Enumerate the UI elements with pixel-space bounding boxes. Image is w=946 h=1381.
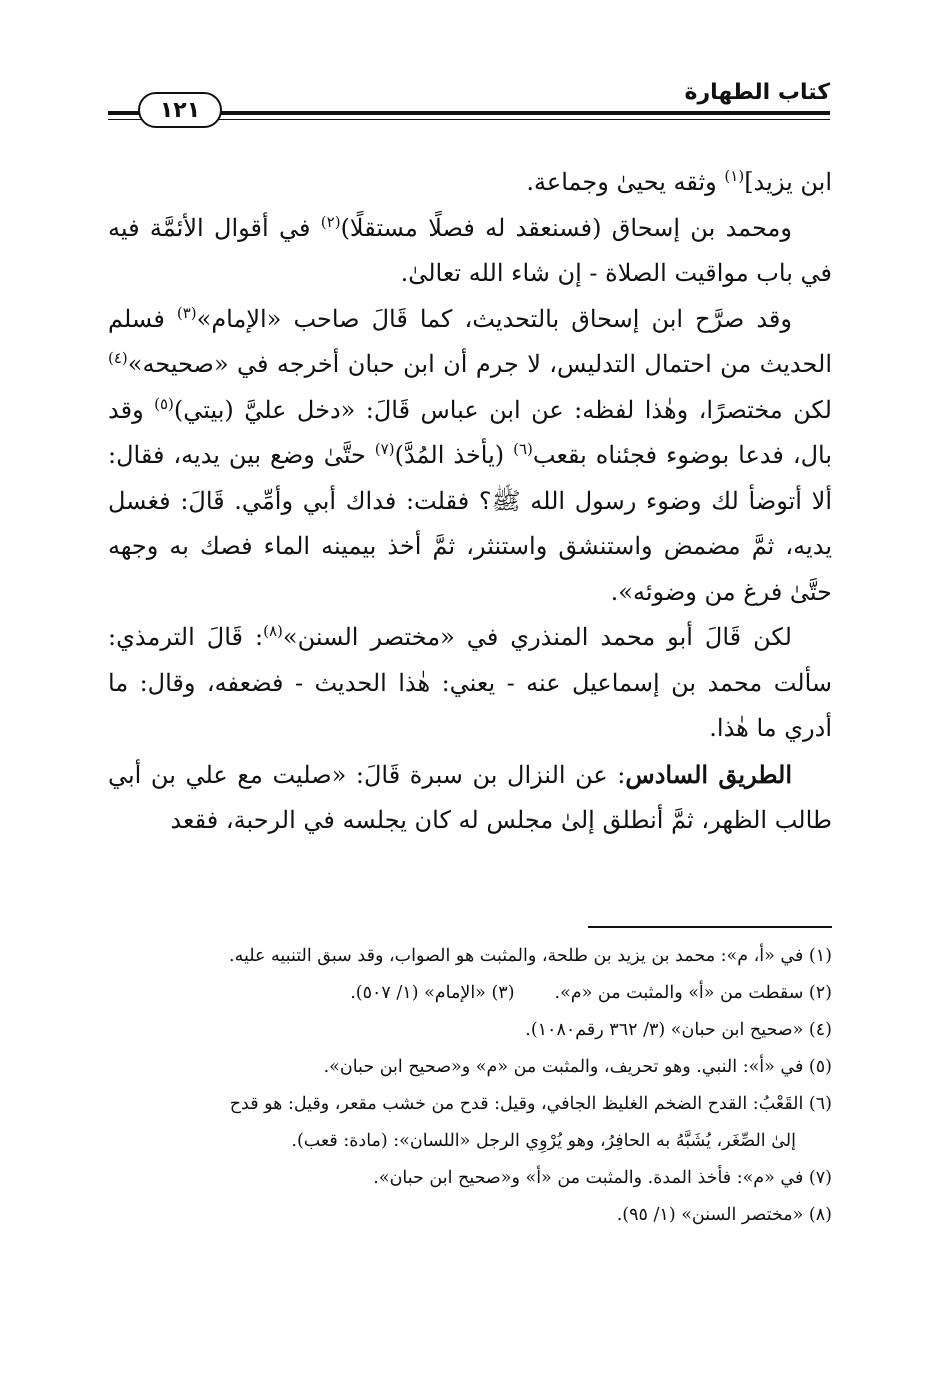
- p1-text-after: وثقه يحيىٰ وجماعة.: [526, 168, 725, 196]
- p4-text-before: لكن قَالَ أبو محمد المنذري في «مختصر السنن»: [282, 623, 792, 651]
- footnote-ref-1: (١): [724, 167, 745, 185]
- section-heading-sixth-path: الطريق السادس: [625, 759, 792, 789]
- paragraph-4: [108, 615, 832, 752]
- footnote-ref-4: (٤): [108, 349, 128, 367]
- footnote-separator: [588, 926, 832, 928]
- footnote-ref-3: (٣): [176, 303, 197, 322]
- main-text: [108, 160, 832, 844]
- p3-seg6: حتَّىٰ وضع بين يديه، فقال: ألا أتوضأ لك وضوء رسول الله ﷺ؟ فقلت: فداك أبي وأمِّي. قَالَ: فغسل يديه، ثمَّ مضمض واستنشق واستنثر، ثمَّ أخذ بيمينه الماء فصك به وجهه حتَّىٰ فرغ من وضوئه».: [108, 441, 832, 606]
- p3-seg3: لكن مختصرًا، وهٰذا لفظه: عن ابن عباس قَالَ: «دخل عليَّ (بيتي): [173, 395, 832, 424]
- footnote-1: (١) في «أ، م»: محمد بن يزيد بن طلحة، والمثبت هو الصواب، وقد سبق التنبيه عليه.: [229, 946, 832, 966]
- footnote-2: (٢) سقطت من «أ» والمثبت من «م».: [554, 983, 832, 1003]
- p2-text-before: ومحمد بن إسحاق (فسنعقد له فصلًا مستقلًا): [340, 213, 792, 242]
- p1-text-before: ابن يزيد]: [744, 168, 832, 196]
- paragraph-1: [108, 160, 832, 206]
- p5-text-after: : عن النزال بن سبرة قَالَ: «صليت مع علي بن أبي طالب الظهر، ثمَّ أنطلق إلىٰ مجلس له كان يجلسه في الرحبة، فقعد: [108, 760, 832, 834]
- footnote-ref-2: (٢): [320, 212, 341, 231]
- footnote-8: (٨) «مختصر السنن» (١/ ٩٥).: [616, 1205, 832, 1225]
- page-header: [108, 78, 830, 138]
- footnote-7: (٧) في «م»: فأخذ المدة. والمثبت من «أ» و«صحيح ابن حبان».: [373, 1168, 832, 1188]
- p3-seg1: وقد صرَّح ابن إسحاق بالتحديث، كما قَالَ صاحب «الإمام»: [196, 304, 792, 333]
- paragraph-5: [108, 752, 832, 844]
- paragraph-3: [108, 297, 832, 616]
- footnote-ref-5: (٥): [154, 394, 174, 413]
- footnote-ref-6: (٦): [513, 440, 533, 458]
- p3-seg2: فسلم الحديث من احتمال التدليس، لا جرم أن ابن حبان أخرجه في «صحيحه»: [108, 304, 832, 378]
- page-number: ١٢١: [138, 92, 222, 128]
- footnote-ref-8: (٨): [263, 622, 283, 640]
- p3-seg5: (يأخذ المُدَّ): [394, 441, 514, 469]
- footnote-3: (٣) «الإمام» (١/ ٥٠٧).: [350, 983, 515, 1003]
- running-title: كتاب الطهارة: [675, 78, 830, 108]
- footnote-ref-7: (٧): [374, 440, 395, 458]
- p2-text-after: في أقوال الأئمَّة فيه في باب مواقيت الصلاة - إن شاء الله تعالىٰ.: [108, 213, 832, 287]
- paragraph-2: [108, 206, 832, 297]
- footnotes: [108, 938, 832, 1234]
- p3-seg4: وقد بال، فدعا بوضوء فجئناه بقعب: [108, 395, 832, 469]
- footnote-5: (٥) في «أ»: النبي. وهو تحريف، والمثبت من «م» و«صحيح ابن حبان».: [323, 1057, 832, 1077]
- footnote-6: (٦) القَعْبُ: القدح الضخم الغليظ الجافي، وقيل: قدح من خشب مقعر، وقيل: هو قدح: [229, 1094, 832, 1114]
- p4-text-after: : قَالَ الترمذي: سألت محمد بن إسماعيل عنه - يعني: هٰذا الحديث - فضعفه، وقال: ما أدري ما هٰذا.: [108, 623, 832, 742]
- footnote-row-2-3: [108, 975, 832, 1012]
- footnote-4: (٤) «صحيح ابن حبان» (٣/ ٣٦٢ رقم١٠٨٠).: [525, 1020, 832, 1040]
- footnote-6-continued: إلىٰ الصِّغَر، يُشَبَّهُ به الحافِرُ، وهو يُرْوِي الرجل «اللسان»: (مادة: قعب).: [291, 1131, 796, 1151]
